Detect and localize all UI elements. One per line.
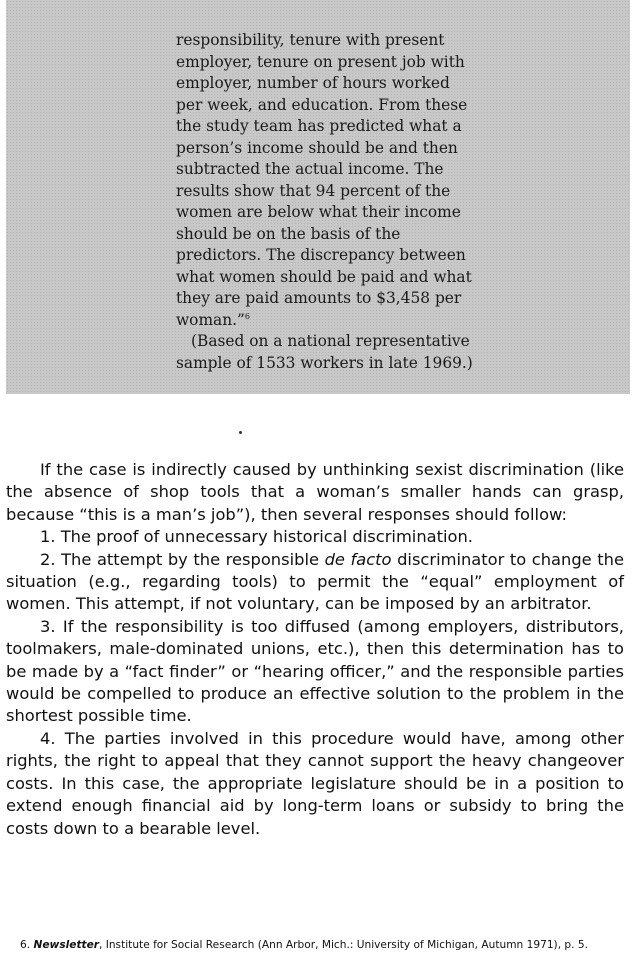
footnote-title: Newsletter <box>33 939 99 951</box>
footnote-citation: , Institute for Social Research (Ann Arbor, Mich.: University of Michigan, Autumn 1971), p. 5. <box>98 939 588 951</box>
sidebar-main-text: responsibility, tenure with present employer, tenure on present job with employer, number of hours worked per week, and education. From these the study team has predicted what a person’s income should be and then subtracted the actual income. The results show that 94 percent of the women are below what their income should be on the basis of the predictors. The discrepancy between what women should be paid and what they are paid amounts to $3,458 per woman.” <box>176 31 472 329</box>
quoted-sidebar-box <box>6 0 630 394</box>
list-item-1: 1. The proof of unnecessary historical discrimination. <box>40 527 473 547</box>
print-speck <box>239 431 242 434</box>
intro-paragraph: If the case is indirectly caused by unthinking sexist discrimination (like the absence of shop tools that a woman’s smaller hands can grasp, because “this is a man’s job”), then several responses should follow: <box>6 460 624 524</box>
list-item-4: 4. The parties involved in this procedure would have, among other rights, the right to appeal that they cannot support the heavy changeover costs. In this case, the appropriate legislature should be in a position to extend enough financial aid by long-term loans or subsidy to bring the costs down to a bearable level. <box>6 728 624 838</box>
item2-text-end: discriminator to change the situation (e.g., regarding tools) to permit the “equal” employment of women. This attempt, if not voluntary, can be imposed by an arbitrator. <box>6 549 624 614</box>
sidebar-note: (Based on a national representative sample of 1533 workers in late 1969.) <box>176 332 473 372</box>
list-item-2 <box>6 549 624 616</box>
item2-text-start: 2. The attempt by the responsible <box>40 549 325 569</box>
footnote <box>6 938 628 952</box>
sidebar-quote <box>176 30 476 374</box>
list-item-3: 3. If the responsibility is too diffused (among employers, distributors, toolmakers, male-dominated unions, etc.), then this determination has to be made by a “fact finder” or “hearing officer,” and the responsible parties would be compelled to produce an effective solution to the problem in the shortest possible time. <box>6 616 624 726</box>
item2-italic-term: de facto <box>324 549 392 569</box>
body-text <box>6 459 624 840</box>
footnote-number: 6. <box>20 939 31 951</box>
footnote-marker: 6 <box>244 311 250 321</box>
